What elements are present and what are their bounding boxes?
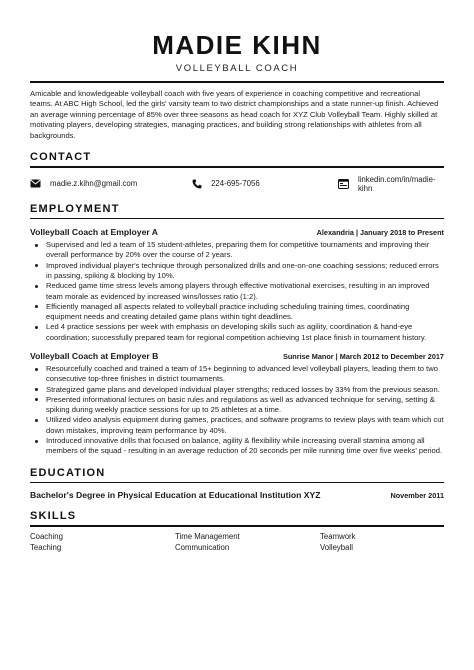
- skill-item: Teamwork: [320, 531, 356, 541]
- employment-heading: EMPLOYMENT: [30, 202, 120, 215]
- skills-heading: SKILLS: [30, 510, 77, 523]
- phone-text: 224-695-7056: [211, 179, 260, 189]
- employment-divider: [30, 218, 444, 220]
- job-b-meta: Sunrise Manor | March 2012 to December 2017: [282, 352, 444, 361]
- linkedin-text: linkedin.com/in/madie-kihn: [357, 174, 436, 193]
- list-item: Reduced game time stress levels among players through effective motivational exercises, resulting in an improved team morale as evidenced by increased wins/losses ratio (1:2).: [30, 281, 444, 302]
- list-item: Led 4 practice sessions per week with emphasis on developing skills such as agility, coordination & hand-eye coordination; successfully prepared team for regional competition achieving 1st place finish in tournament history.: [30, 322, 444, 343]
- education-heading: EDUCATION: [30, 466, 106, 479]
- contact-phone[interactable]: [191, 179, 338, 189]
- email-text: madie.z.kihn@gmail.com: [50, 179, 138, 189]
- summary-paragraph: Amicable and knowledgeable volleyball coach with five years of experience in coaching competitive and recreational teams. At ABC High School, led the girls' varsity team to two district championships and a state runner-up finish. Achieved an average winning percentage of 85% over three seasons as head coach for XYZ Club Volleyball Team. Highly skilled at motivating players, developing strategies, managing practices, and building strong relationships with athletes from all backgrounds.: [30, 89, 439, 140]
- list-item: Improved individual player's technique through personalized drills and one-on-one coaching sessions; reduced errors in passing, spiking & blocking by 10%.: [30, 261, 444, 282]
- job-a-title: Volleyball Coach at Employer A: [30, 227, 158, 238]
- candidate-name: MADIE KIHN: [152, 30, 322, 60]
- contact-email[interactable]: [30, 179, 191, 189]
- job-b-bullets: [30, 364, 444, 457]
- list-item: Resourcefully coached and trained a team of 15+ beginning to advanced level volleyball players, leading them to two consecutive top-three finishes in district tournaments.: [30, 364, 444, 385]
- header-divider: [30, 81, 444, 83]
- list-item: Presented informational lectures on basic rules and regulations as well as advanced technique for serving, setting & spiking during weekly practice sessions for up to 25 athletes at a time.: [30, 395, 444, 416]
- skill-item: Volleyball: [320, 542, 353, 552]
- list-item: Strategized game plans and developed individual player strengths; reduced losses by 33% from the previous season.: [30, 385, 444, 395]
- skills-grid: [30, 532, 444, 552]
- linkedin-icon: [338, 179, 349, 189]
- skills-divider: [30, 525, 444, 527]
- job-a-bullets: [30, 240, 444, 343]
- list-item: Supervised and led a team of 15 student-athletes, preparing them for competitive tournaments and improving their overall performance by 20% over the course of 2 years.: [30, 240, 444, 261]
- job-b-title: Volleyball Coach at Employer B: [30, 351, 159, 361]
- skill-item: Coaching: [30, 531, 63, 541]
- job-entry-a: [30, 227, 444, 343]
- phone-icon: [191, 179, 202, 189]
- education-date: November 2011: [390, 491, 444, 501]
- job-a-meta: Alexandria | January 2018 to Present: [316, 228, 444, 238]
- education-divider: [30, 482, 444, 484]
- list-item: Efficiently managed all aspects related to volleyball practice including scheduling training times, coordinating equipment needs and creating detailed game plans within tight deadlines.: [30, 302, 444, 323]
- skill-item: Teaching: [30, 542, 62, 552]
- education-entry: [30, 490, 444, 500]
- envelope-icon: [30, 179, 41, 189]
- education-degree: Bachelor's Degree in Physical Education at Educational Institution XYZ: [30, 490, 321, 501]
- skill-item: Communication: [175, 542, 230, 552]
- list-item: Introduced innovative drills that focused on balance, agility & flexibility while increasing overall stamina among all members of the squad - resulting in an average reduction of 20 seconds per mile running time over five weeks' period.: [30, 436, 444, 457]
- contact-row: [30, 175, 444, 193]
- contact-heading: CONTACT: [30, 151, 92, 164]
- skill-item: Time Management: [175, 531, 240, 541]
- job-title: VOLLEYBALL COACH: [175, 63, 299, 74]
- contact-divider: [30, 166, 444, 168]
- job-entry-b: [30, 351, 444, 457]
- contact-linkedin[interactable]: [338, 175, 444, 193]
- list-item: Utilized video analysis equipment during games, practices, and software programs to review plays with team which cut down mistakes, improving team performance by 40%.: [30, 415, 444, 436]
